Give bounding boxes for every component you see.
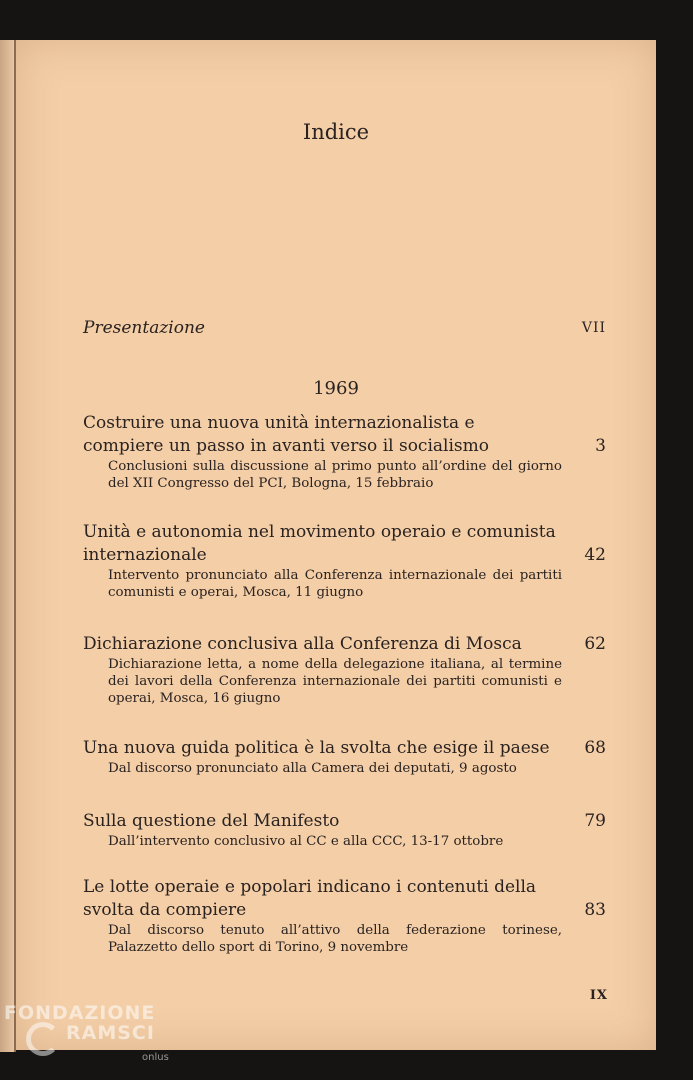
entry-subtitle: Intervento pronunciato alla Conferenza internazionale dei partiti comunisti e operai, Mosca, 11 giugno: [108, 568, 562, 600]
entry-page-number: 3: [595, 436, 606, 456]
presentazione-label: Presentazione: [83, 318, 205, 338]
entry-page-number: 68: [584, 738, 606, 758]
toc-entry: [83, 521, 606, 601]
toc-entry: [83, 737, 606, 777]
entry-title: Sulla questione del Manifesto: [83, 811, 340, 831]
toc-entry: [83, 633, 606, 707]
entry-subtitle: Dichiarazione letta, a nome della delegazione italiana, al termine dei lavori della Conferenza internazionale dei partiti comunisti e operai, Mosca, 16 giugno: [108, 657, 562, 706]
previous-page-edge: [0, 40, 16, 1052]
entry-page-number: 62: [584, 634, 606, 654]
entry-subtitle: Dal discorso pronunciato alla Camera dei deputati, 9 agosto: [108, 761, 517, 776]
entry-subtitle: Dall’intervento conclusivo al CC e alla CCC, 13-17 ottobre: [108, 834, 504, 849]
entry-subtitle: Dal discorso tenuto all’attivo della federazione torinese, Palazzetto dello sport di Torino, 9 novembre: [108, 923, 562, 955]
section-year: 1969: [313, 378, 359, 399]
watermark-logo-icon: [26, 1022, 60, 1056]
presentazione-row: [83, 318, 606, 342]
watermark-onlus: onlus: [142, 1052, 169, 1063]
toc-entry: [83, 876, 606, 956]
entry-title: Dichiarazione conclusiva alla Conferenza di Mosca: [83, 634, 522, 654]
toc-entry: [83, 412, 606, 492]
entry-title: Le lotte operaie e popolari indicano i contenuti della svolta da compiere: [83, 877, 537, 920]
entry-subtitle: Conclusioni sulla discussione al primo punto all’ordine del giorno del XII Congresso del PCI, Bologna, 15 febbraio: [108, 459, 562, 491]
book-page: [16, 40, 656, 1050]
entry-page-number: 79: [584, 811, 606, 831]
watermark-line1: FONDAZIONE: [4, 1002, 156, 1024]
presentazione-page-number: VII: [581, 320, 606, 336]
entry-page-number: 42: [584, 545, 606, 565]
entry-page-number: 83: [584, 900, 606, 920]
entry-title: Costruire una nuova unità internazionalista e compiere un passo in avanti verso il socialismo: [83, 413, 489, 456]
page-title: Indice: [302, 120, 370, 144]
folio-page-number: IX: [589, 988, 608, 1003]
entry-title: Una nuova guida politica è la svolta che esige il paese: [83, 738, 550, 758]
watermark-line2: RAMSCI: [66, 1022, 155, 1044]
entry-title: Unità e autonomia nel movimento operaio e comunista internazionale: [83, 522, 556, 565]
toc-entry: [83, 810, 606, 850]
